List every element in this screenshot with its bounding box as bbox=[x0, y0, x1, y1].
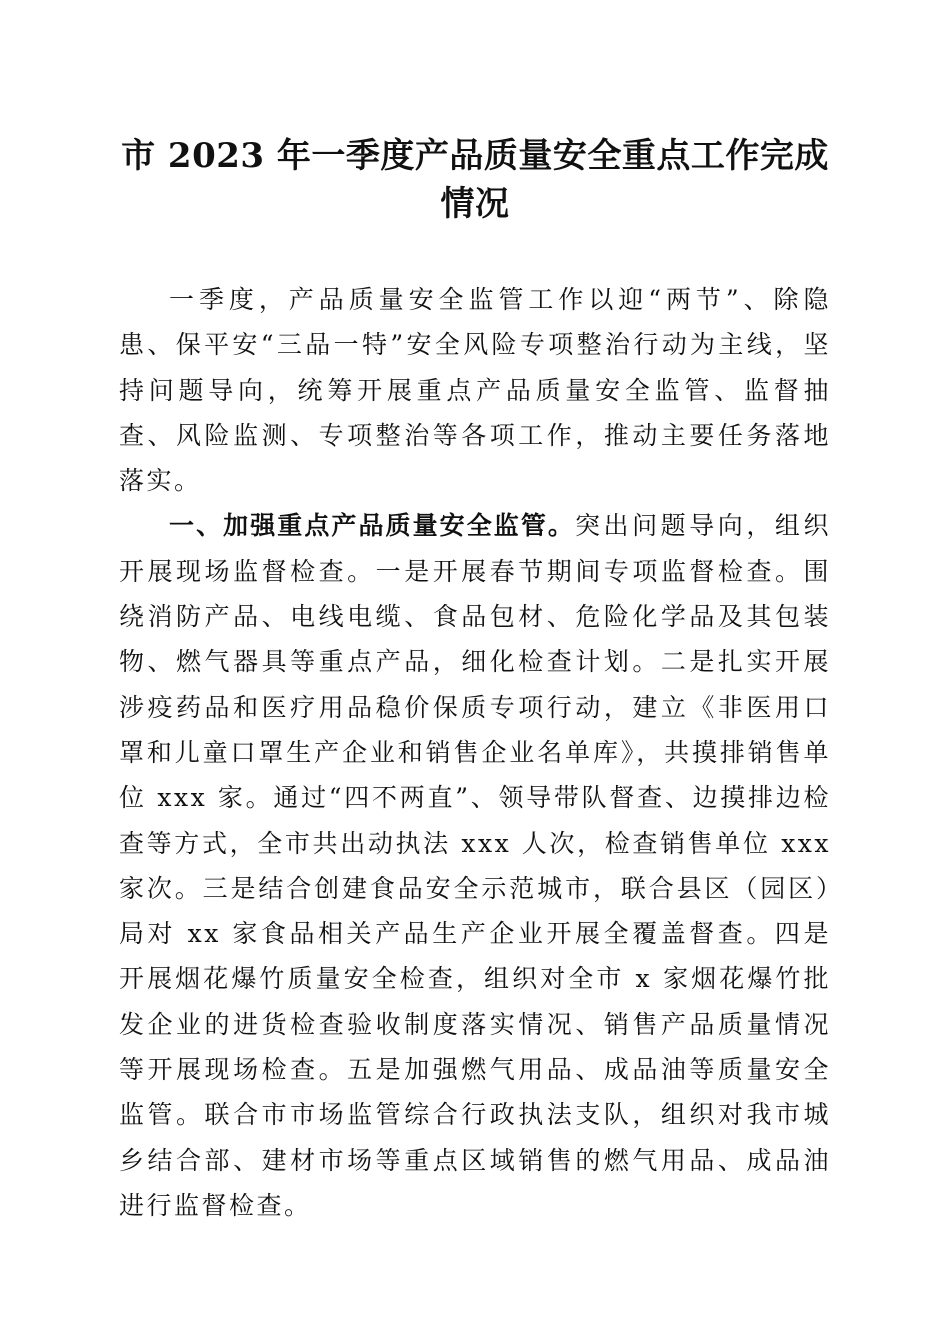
section-1-paragraph bbox=[119, 503, 831, 1228]
intro-paragraph: 一季度，产品质量安全监管工作以迎“两节”、除隐患、保平安“三品一特”安全风险专项整治行动为主线，坚持问题导向，统筹开展重点产品质量安全监管、监督抽查、风险监测、专项整治等各项工作，推动主要任务落地落实。 bbox=[119, 285, 831, 496]
section-1-body: 突出问题导向，组织开展现场监督检查。一是开展春节期间专项监督检查。围绕消防产品、电线电缆、食品包材、危险化学品及其包装物、燃气器具等重点产品，细化检查计划。二是扎实开展涉疫药品和医疗用品稳价保质专项行动，建立《非医用口罩和儿童口罩生产企业和销售企业名单库》，共摸排销售单位 xxx 家。通过“四不两直”、领导带队督查、边摸排边检查等方式，全市共出动执法 xxx 人次，检查销售单位 xxx 家次。三是结合创建食品安全示范城市，联合县区（园区）局对 xx 家食品相关产品生产企业开展全覆盖督查。四是开展烟花爆竹质量安全检查，组织对全市 x 家烟花爆竹批发企业的进货检查验收制度落实情况、销售产品质量情况等开展现场检查。五是加强燃气用品、成品油等质量安全监管。联合市市场监管综合行政执法支队，组织对我市城乡结合部、建材市场等重点区域销售的燃气用品、成品油进行监督检查。 bbox=[119, 511, 831, 1220]
title-line-2: 情况 bbox=[440, 184, 510, 224]
document-title bbox=[115, 132, 835, 228]
title-line-1: 市 2023 年一季度产品质量安全重点工作完成 bbox=[121, 136, 829, 176]
section-1-heading: 一、加强重点产品质量安全监管。 bbox=[169, 511, 575, 541]
document-body bbox=[119, 277, 831, 1228]
